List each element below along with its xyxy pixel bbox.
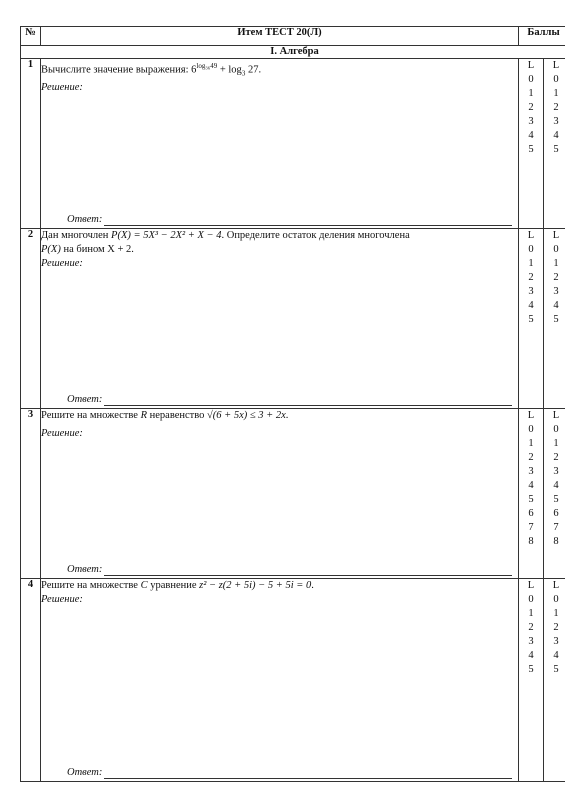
score-level[interactable]: 5 bbox=[553, 664, 559, 675]
score-level[interactable]: 0 bbox=[528, 424, 534, 435]
section-row bbox=[21, 46, 565, 59]
score-column-1 bbox=[519, 229, 544, 409]
score-level[interactable]: 6 bbox=[528, 508, 534, 519]
score-level[interactable]: 6 bbox=[553, 508, 559, 519]
question-number: 3 bbox=[21, 409, 41, 579]
score-levels bbox=[519, 579, 543, 677]
question-number: 2 bbox=[21, 229, 41, 409]
question-text-part: Решите на множестве bbox=[41, 580, 141, 591]
score-level[interactable]: L bbox=[552, 60, 560, 71]
score-level[interactable]: L bbox=[552, 410, 560, 421]
score-column-1 bbox=[519, 59, 544, 229]
score-levels bbox=[544, 409, 565, 549]
score-levels bbox=[519, 59, 543, 157]
question-text-part: уравнение bbox=[147, 580, 200, 591]
question-row-2 bbox=[21, 229, 565, 409]
math-expression: P(X) bbox=[41, 244, 61, 255]
math-part: + log bbox=[217, 64, 242, 76]
solution-label: Решение: bbox=[41, 428, 83, 439]
question-number: 1 bbox=[21, 59, 41, 229]
question-row-4 bbox=[21, 579, 565, 782]
answer-label: Ответ: bbox=[67, 394, 103, 405]
answer-label: Ответ: bbox=[67, 214, 103, 225]
score-level[interactable]: 0 bbox=[528, 244, 534, 255]
score-level[interactable]: 1 bbox=[553, 438, 559, 449]
question-cell-1 bbox=[41, 59, 519, 229]
score-level[interactable]: 1 bbox=[553, 258, 559, 269]
score-column-2 bbox=[544, 409, 565, 579]
header-number: № bbox=[21, 27, 41, 46]
section-title: I. Алгебра bbox=[21, 46, 565, 59]
score-column-1 bbox=[519, 409, 544, 579]
math-subscript: 3 bbox=[241, 69, 246, 78]
score-level[interactable]: 2 bbox=[528, 452, 534, 463]
score-level[interactable]: 2 bbox=[553, 102, 559, 113]
question-text-part: Решите на множестве bbox=[41, 410, 141, 421]
score-column-2 bbox=[544, 59, 565, 229]
math-part: 27. bbox=[245, 64, 262, 76]
score-level[interactable]: 5 bbox=[553, 314, 559, 325]
score-level[interactable]: 0 bbox=[553, 244, 559, 255]
math-set: R bbox=[140, 410, 147, 421]
score-level[interactable]: 5 bbox=[528, 314, 534, 325]
test-table bbox=[20, 26, 565, 782]
question-number: 4 bbox=[21, 579, 41, 782]
score-level[interactable]: 2 bbox=[528, 272, 534, 283]
score-level[interactable]: 4 bbox=[528, 130, 534, 141]
score-level[interactable]: 0 bbox=[553, 594, 559, 605]
score-level[interactable]: 0 bbox=[528, 594, 534, 605]
score-level[interactable]: 8 bbox=[528, 536, 534, 547]
score-level[interactable]: 3 bbox=[553, 466, 559, 477]
score-level[interactable]: 4 bbox=[528, 650, 534, 661]
score-level[interactable]: 3 bbox=[553, 116, 559, 127]
question-text-part: . bbox=[285, 410, 289, 421]
answer-field[interactable] bbox=[67, 767, 512, 779]
score-level[interactable]: 3 bbox=[553, 286, 559, 297]
math-expression: z² − z(2 + 5i) − 5 + 5i = 0 bbox=[199, 580, 312, 591]
math-base: 6 bbox=[191, 64, 197, 76]
score-level[interactable]: 3 bbox=[528, 286, 534, 297]
question-text-part: неравенство bbox=[147, 410, 208, 421]
score-level[interactable]: 1 bbox=[553, 88, 559, 99]
score-level[interactable]: L bbox=[527, 410, 535, 421]
solution-label: Решение: bbox=[41, 81, 83, 93]
score-level[interactable]: 1 bbox=[553, 608, 559, 619]
score-levels bbox=[519, 409, 543, 549]
score-level[interactable]: 4 bbox=[553, 130, 559, 141]
score-level[interactable]: 7 bbox=[528, 522, 534, 533]
score-level[interactable]: 5 bbox=[528, 144, 534, 155]
score-level[interactable]: 2 bbox=[553, 272, 559, 283]
question-text-part: Дан многочлен bbox=[41, 230, 112, 241]
question-row-3 bbox=[21, 409, 565, 579]
score-column-2 bbox=[544, 579, 565, 782]
score-level[interactable]: 2 bbox=[553, 452, 559, 463]
score-column-1 bbox=[519, 579, 544, 782]
header-row bbox=[21, 27, 565, 46]
score-levels bbox=[544, 579, 565, 677]
score-level[interactable]: 5 bbox=[553, 144, 559, 155]
score-level[interactable]: 3 bbox=[528, 466, 534, 477]
question-text bbox=[41, 409, 518, 423]
question-cell-4 bbox=[41, 579, 519, 782]
header-score: Баллы bbox=[519, 27, 565, 46]
score-level[interactable]: 4 bbox=[553, 300, 559, 311]
score-level[interactable]: 3 bbox=[553, 636, 559, 647]
question-text bbox=[41, 59, 518, 81]
score-level[interactable]: 1 bbox=[528, 88, 534, 99]
question-row-1 bbox=[21, 59, 565, 229]
question-text bbox=[41, 579, 518, 593]
score-level[interactable]: L bbox=[527, 230, 535, 241]
score-level[interactable]: 5 bbox=[553, 494, 559, 505]
score-level[interactable]: 3 bbox=[528, 636, 534, 647]
score-level[interactable]: 1 bbox=[528, 258, 534, 269]
score-level[interactable]: 2 bbox=[528, 102, 534, 113]
score-level[interactable]: 4 bbox=[528, 300, 534, 311]
score-level[interactable]: L bbox=[552, 580, 560, 591]
answer-line bbox=[104, 215, 512, 226]
answer-line bbox=[104, 768, 512, 779]
score-levels bbox=[544, 229, 565, 327]
score-level[interactable]: 2 bbox=[528, 622, 534, 633]
answer-field[interactable] bbox=[67, 564, 512, 576]
question-text-part: Вычислите значение выражения: bbox=[41, 64, 192, 76]
solution-label: Решение: bbox=[41, 594, 83, 605]
score-level[interactable]: 0 bbox=[528, 74, 534, 85]
score-level[interactable]: L bbox=[527, 60, 535, 71]
score-level[interactable]: 0 bbox=[553, 74, 559, 85]
score-level[interactable]: L bbox=[527, 580, 535, 591]
score-level[interactable]: 2 bbox=[553, 622, 559, 633]
question-text bbox=[41, 229, 518, 257]
score-level[interactable]: 4 bbox=[528, 480, 534, 491]
answer-field[interactable] bbox=[67, 214, 512, 226]
question-text-part: . bbox=[311, 580, 314, 591]
score-level[interactable]: 4 bbox=[553, 480, 559, 491]
score-level[interactable]: 5 bbox=[528, 664, 534, 675]
header-title: Итем ТЕСТ 20(Л) bbox=[41, 27, 519, 46]
math-expression: √(6 + 5x) ≤ 3 + 2x bbox=[207, 410, 286, 421]
score-level[interactable]: 0 bbox=[553, 424, 559, 435]
question-text-part: на бином X + 2. bbox=[60, 244, 134, 255]
score-column-2 bbox=[544, 229, 565, 409]
score-level[interactable]: 7 bbox=[553, 522, 559, 533]
question-cell-3 bbox=[41, 409, 519, 579]
math-exponent: log₃₆49 bbox=[196, 62, 218, 70]
score-level[interactable]: 3 bbox=[528, 116, 534, 127]
score-levels bbox=[519, 229, 543, 327]
score-level[interactable]: 4 bbox=[553, 650, 559, 661]
math-expression: P(X) = 5X³ − 2X² + X − 4 bbox=[111, 230, 222, 241]
score-level[interactable]: 1 bbox=[528, 438, 534, 449]
score-level[interactable]: 5 bbox=[528, 494, 534, 505]
score-levels bbox=[544, 59, 565, 157]
answer-label: Ответ: bbox=[67, 767, 103, 778]
score-level[interactable]: L bbox=[552, 230, 560, 241]
answer-field[interactable] bbox=[67, 394, 512, 406]
answer-label: Ответ: bbox=[67, 564, 103, 575]
question-text-part: . Определите остаток деления многочлена bbox=[221, 230, 410, 241]
answer-line bbox=[104, 565, 512, 576]
score-level[interactable]: 8 bbox=[553, 536, 559, 547]
math-set: C bbox=[140, 580, 148, 591]
solution-label: Решение: bbox=[41, 258, 83, 269]
question-cell-2 bbox=[41, 229, 519, 409]
score-level[interactable]: 1 bbox=[528, 608, 534, 619]
answer-line bbox=[104, 395, 512, 406]
